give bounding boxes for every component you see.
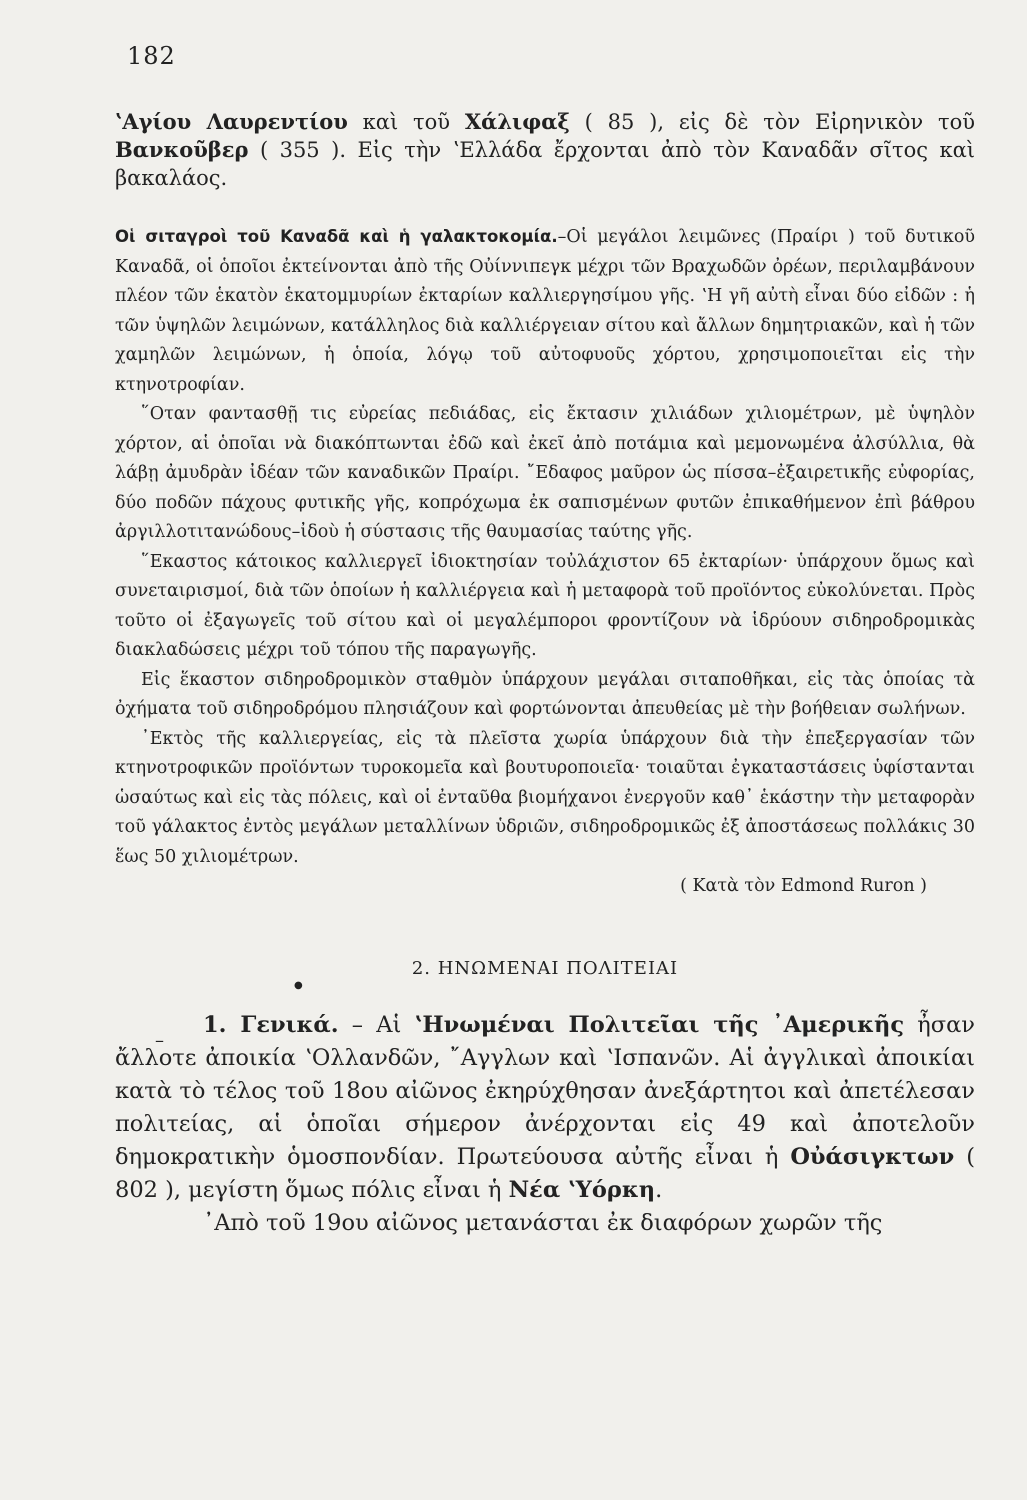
intro-text-3: ( 355 ). Εἰς τὴν ʽΕλλάδα ἔρχονται ἀπὸ τὸν Καναδᾶν σῖτος καὶ βακαλάος. [115,138,975,190]
canada-paragraph-3: ῞Εκαστος κάτοικος καλλιεργεῖ ἰδιοκτησίαν τοὐλάχιστον 65 ἐκταρίων· ὑπάρχουν ὅμως καὶ συνεταιρισμοί, διὰ τῶν ὁποίων ἡ καλλιέργεια καὶ ἡ μεταφορὰ τοῦ προϊόντος εὐκολύνεται. Πρὸς τοῦτο οἱ ἐξαγωγεῖς τοῦ σίτου καὶ οἱ μεγαλέμποροι φροντίζουν νὰ ἱδρύουν σιδηροδρομικὰς διακλαδώσεις μέχρι τοῦ τόπου τῆς παραγωγῆς. [115,551,975,660]
usa-text-2: ἦσαν ἄλλοτε ἀποικία ʽΟλλανδῶν, ῎Αγγλων καὶ ʽΙσπανῶν. Αἱ ἀγγλικαὶ ἀποικίαι κατὰ τὸ τέλος τοῦ 18ου αἰῶνος ἐκηρύχθησαν ἀνεξάρτητοι καὶ ἀπετέλεσαν πολιτείας, αἱ ὁποῖαι σήμερον ἀνέρχονται εἰς 49 καὶ ἀποτελοῦν δημοκρατικὴν ὁμοσπονδίαν. Πρωτεύουσα αὐτῆς εἶναι ἡ [115,1012,975,1170]
place-vancouver: Βανκοῦβερ [115,137,249,162]
canada-section [115,222,975,896]
bullet-mark: ● [294,980,303,991]
intro-paragraph [115,108,975,192]
city-new-york: Νέα ʽΥόρκη [508,1177,656,1203]
canada-paragraph-5: ᾽Εκτὸς τῆς καλλιεργείας, εἰς τὰ πλεῖστα χωρία ὑπάρχουν διὰ τὴν ἐπεξεργασίαν τῶν κτηνοτροφικῶν προϊόντων τυροκομεῖα καὶ βουτυροποιεῖα· τοιαῦται ἐγκαταστάσεις ὑφίστανται ὡσαύτως καὶ εἰς τὰς πόλεις, καὶ οἱ ἐνταῦθα βιομήχανοι ἐνεργοῦν καθ᾽ ἑκάστην τὴν μεταφορὰν τοῦ γάλακτος ἐντὸς μεγάλων μεταλλίνων ὑδριῶν, σιδηροδρομικῶς ἐξ ἀποστάσεως πολλάκις 30 ἕως 50 χιλιομέτρων. [115,728,975,867]
usa-name: ʽΗνωμέναι Πολιτεῖαι τῆς ᾽Αμερικῆς [414,1012,905,1038]
usa-paragraph-2: ᾽Απὸ τοῦ 19ου αἰῶνος μετανάσται ἐκ διαφόρων χωρῶν τῆς [203,1210,883,1236]
place-halifax: Χάλιφαξ [464,109,570,134]
page-number: 182 [127,42,176,70]
dash-mark: – [155,1030,164,1051]
usa-text-1: – Αἱ [338,1012,415,1038]
canada-paragraph-4: Εἰς ἕκαστον σιδηροδρομικὸν σταθμὸν ὑπάρχουν μεγάλαι σιταποθῆκαι, εἰς τὰς ὁποίας τὰ ὀχήματα τοῦ σιδηροδρόμου πλησιάζουν καὶ φορτώνονται ἀπευθείας μὲ τὴν βοήθειαν σωλήνων. [115,669,975,719]
usa-text-4: . [655,1177,663,1203]
usa-paragraph-1 [115,1009,975,1207]
usa-text-3: ( 802 ), μεγίστη ὅμως πόλις εἶναι ἡ [115,1144,975,1203]
section-title: 2. ΗΝΩΜΕΝΑΙ ΠΟΛΙΤΕΙΑΙ [411,958,679,979]
canada-paragraph-1-text: –Οἱ μεγάλοι λειμῶνες (Πραίρι ) τοῦ δυτικοῦ Καναδᾶ, οἱ ὁποῖοι ἐκτείνονται ἀπὸ τῆς Οὐίννιπεγκ μέχρι τῶν Βραχωδῶν ὀρέων, περιλαμβάνουν πλέον τῶν ἑκατὸν ἑκατομμυρίων ἐκταρίων καλλιεργησίμου γῆς. ʽΗ γῆ αὐτὴ εἶναι δύο εἰδῶν : ἡ τῶν ὑψηλῶν λειμώνων, κατάλληλος διὰ καλλιέργειαν σίτου καὶ ἄλλων δημητριακῶν, καὶ ἡ τῶν χαμηλῶν λειμώνων, ἡ ὁποία, λόγῳ τοῦ αὐτοφυοῦς χόρτου, χρησιμοποιεῖται εἰς τὴν κτηνοτροφίαν. [115,227,975,395]
capital-washington: Οὐάσιγκτων [790,1144,955,1170]
place-saint-lawrence: ʽΑγίου Λαυρεντίου [115,109,348,134]
intro-text-2: ( 85 ), εἰς δὲ τὸν Εἰρηνικὸν τοῦ [569,110,975,134]
intro-text-1: καὶ τοῦ [347,110,465,134]
canada-paragraph-1 [115,222,975,400]
source-credit: ( Κατὰ τὸν Edmond Ruron ) [680,876,927,896]
usa-subheading: 1. Γενικά. [203,1012,339,1038]
canada-heading: Οἱ σιταγροὶ τοῦ Καναδᾶ καὶ ἡ γαλακτοκομία. [115,227,558,246]
canada-paragraph-2: ῞Οταν φαντασθῇ τις εὐρείας πεδιάδας, εἰς ἔκτασιν χιλιάδων χιλιομέτρων, μὲ ὑψηλὸν χόρτον, αἱ ὁποῖαι νὰ διακόπτωνται ἐδῶ καὶ ἐκεῖ ἀπὸ ποτάμια καὶ μεμονωμένα ἀλσύλλια, θὰ λάβῃ ἀμυδρὰν ἰδέαν τῶν καναδικῶν Πραίρι. ῎Εδαφος μαῦρον ὡς πίσσα–ἐξαιρετικῆς εὐφορίας, δύο ποδῶν πάχους φυτικῆς γῆς, κοπρόχωμα ἐκ σαπισμένων φυτῶν ἐπικαθήμενον ἐπὶ βάθρου ἀργιλλοτιτανώδους–ἰδοὺ ἡ σύστασις τῆς θαυμασίας ταύτης γῆς. [115,404,975,542]
